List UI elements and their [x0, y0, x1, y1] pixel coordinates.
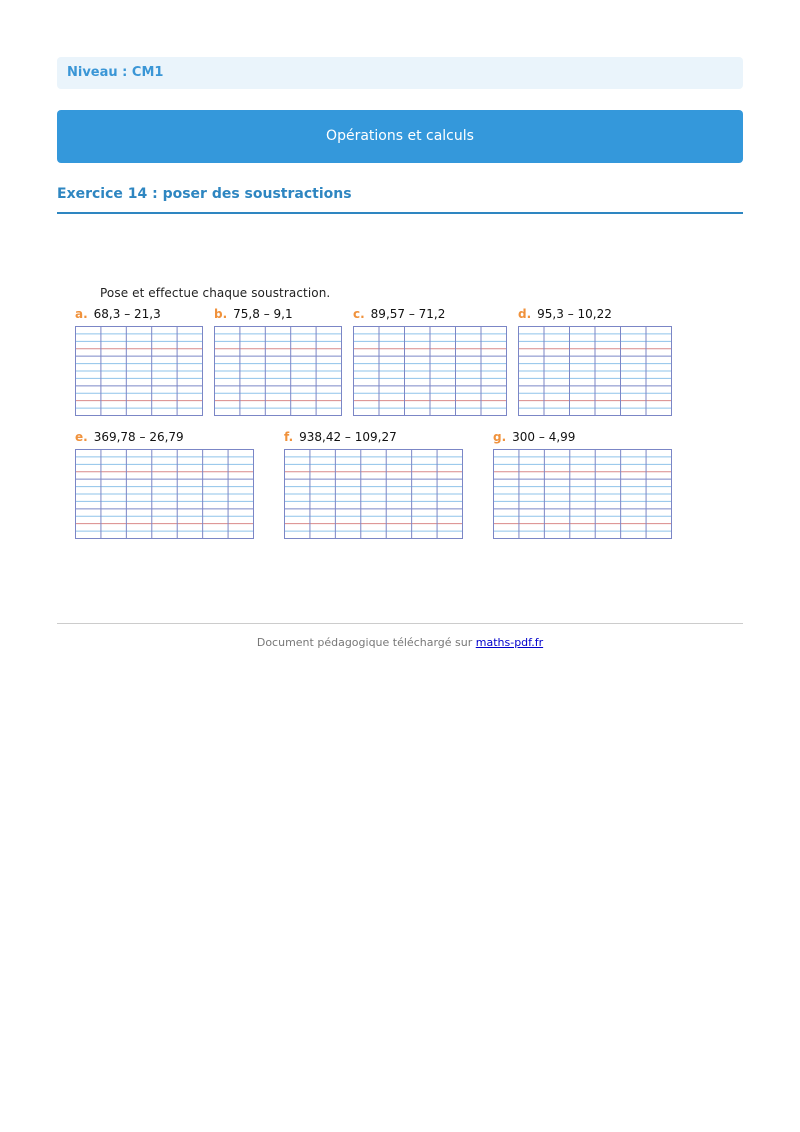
- page-title: Opérations et calculs: [326, 128, 474, 144]
- item-letter: a.: [75, 307, 88, 321]
- exercise-title: Exercice 14 : poser des soustractions: [57, 186, 352, 202]
- item-letter: e.: [75, 430, 88, 444]
- item-letter: f.: [284, 430, 294, 444]
- footer-link[interactable]: maths-pdf.fr: [475, 636, 544, 649]
- item-operation: 369,78 – 26,79: [93, 430, 184, 444]
- item-letter: b.: [214, 307, 228, 321]
- item-operation: 75,8 – 9,1: [233, 307, 293, 321]
- answer-grid[interactable]: [518, 326, 672, 416]
- exercise-divider: [57, 212, 743, 214]
- footer-divider: [57, 623, 743, 624]
- item-operation: 89,57 – 71,2: [370, 307, 446, 321]
- item-letter: g.: [493, 430, 507, 444]
- title-banner: [57, 110, 743, 163]
- item-letter: d.: [518, 307, 532, 321]
- level-label: Niveau : CM1: [67, 65, 164, 80]
- footer: [0, 636, 800, 649]
- answer-grid[interactable]: [353, 326, 507, 416]
- footer-text: Document pédagogique téléchargé sur: [256, 636, 476, 649]
- item-operation: 68,3 – 21,3: [93, 307, 161, 321]
- item-operation: 95,3 – 10,22: [537, 307, 612, 321]
- exercise-instruction: Pose et effectue chaque soustraction.: [100, 286, 331, 300]
- item-operation: 300 – 4,99: [512, 430, 576, 444]
- answer-grid[interactable]: [75, 326, 203, 416]
- item-letter: c.: [353, 307, 365, 321]
- answer-grid[interactable]: [493, 449, 672, 539]
- answer-grid[interactable]: [284, 449, 463, 539]
- answer-grid[interactable]: [214, 326, 342, 416]
- item-operation: 938,42 – 109,27: [299, 430, 397, 444]
- level-banner: [57, 57, 743, 89]
- answer-grid[interactable]: [75, 449, 254, 539]
